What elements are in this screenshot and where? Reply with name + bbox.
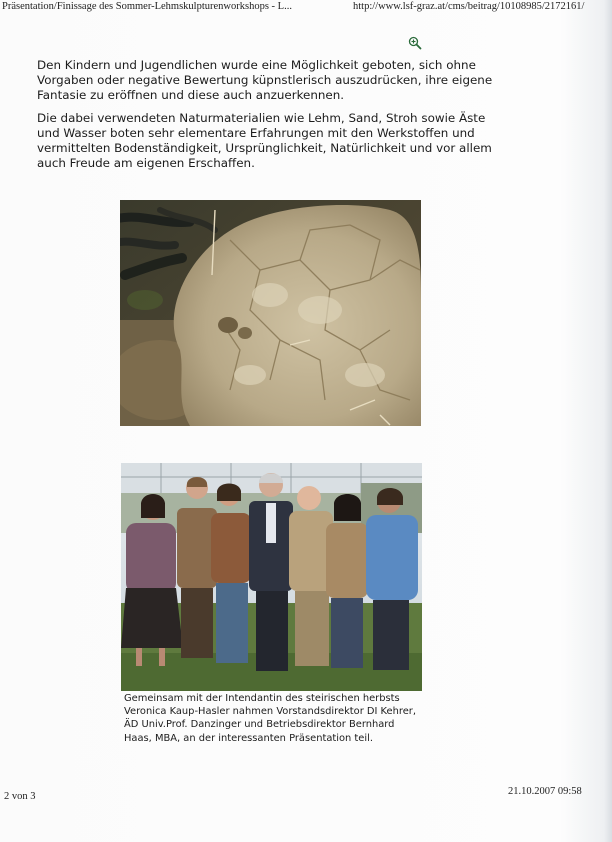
photo-caption: Gemeinsam mit der Intendantin des steirischen herbsts Veronica Kaup-Hasler nahmen Vorstandsdirektor DI Kehrer, ÄD Univ.Prof. Danzinger und Betriebsdirektor Bernhard Haas, MBA, an der interessanten Präsentation teil. xyxy=(124,693,416,744)
print-footer-page: 2 von 3 xyxy=(4,791,36,802)
print-footer-datetime: 21.10.2007 09:58 xyxy=(508,786,582,797)
group-presentation-photo xyxy=(121,463,422,691)
clay-sculpture-photo xyxy=(120,200,421,426)
article-paragraph-2: Die dabei verwendeten Naturmaterialien wie Lehm, Sand, Stroh sowie Äste und Wasser boten sehr elementare Erfahrungen mit den Werkstoffen und vermittelten Bodenständigkeit, Ursprünglichkeit, Natürlichkeit und vor allem auch Freude am eigenen Erschaffen. xyxy=(37,111,492,170)
print-header-url: http://www.lsf-graz.at/cms/beitrag/10108985/2172161/ xyxy=(353,1,585,12)
print-header-title: Präsentation/Finissage des Sommer-Lehmskulpturenworkshops - L... xyxy=(2,1,292,12)
article-paragraph-1: Den Kindern und Jugendlichen wurde eine Möglichkeit geboten, sich ohne Vorgaben oder negative Bewertung küpnstlerisch auszudrücken, ihre eigene Fantasie zu eröffnen und diese auch anzuerkennen. xyxy=(37,58,493,102)
zoom-in-icon[interactable] xyxy=(408,36,422,50)
